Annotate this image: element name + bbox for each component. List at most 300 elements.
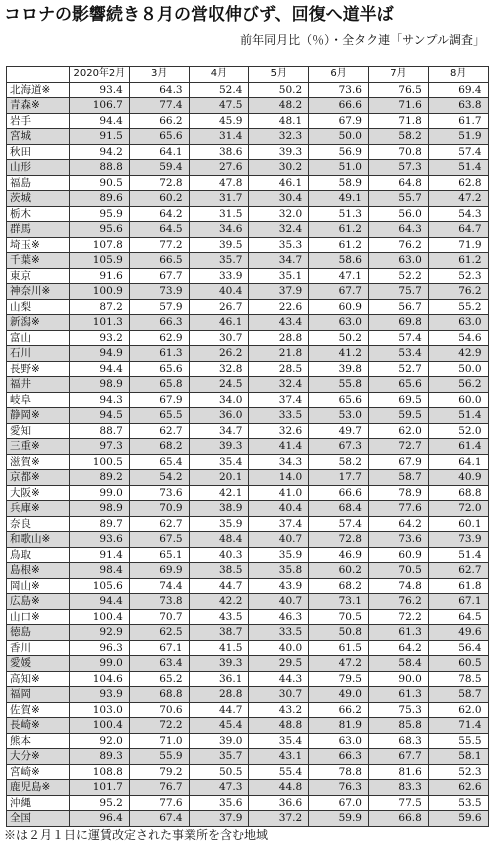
value-cell: 76.7	[129, 780, 189, 796]
table-row	[7, 439, 489, 455]
value-cell: 51.3	[309, 206, 369, 222]
value-cell: 92.9	[70, 625, 130, 641]
value-cell: 50.2	[309, 330, 369, 346]
value-cell: 28.8	[249, 330, 309, 346]
value-cell: 101.7	[70, 780, 130, 796]
value-cell: 108.8	[70, 764, 130, 780]
table-row	[7, 687, 489, 703]
value-cell: 68.3	[368, 733, 428, 749]
value-cell: 53.5	[428, 795, 488, 811]
value-cell: 68.8	[129, 687, 189, 703]
value-cell: 32.8	[189, 361, 249, 377]
prefecture-cell: 長崎※	[7, 718, 70, 734]
table-row	[7, 516, 489, 532]
value-cell: 57.9	[129, 299, 189, 315]
value-cell: 68.4	[309, 501, 369, 517]
value-cell: 62.5	[129, 625, 189, 641]
footnote: ※は２月１日に運賃改定された事業所を含む地域	[4, 828, 269, 842]
table-row	[7, 98, 489, 114]
value-cell: 36.6	[249, 795, 309, 811]
value-cell: 71.6	[368, 98, 428, 114]
prefecture-cell: 茨城	[7, 191, 70, 207]
value-cell: 56.7	[368, 299, 428, 315]
value-cell: 57.4	[368, 330, 428, 346]
table-row	[7, 330, 489, 346]
value-cell: 51.4	[428, 160, 488, 176]
value-cell: 85.8	[368, 718, 428, 734]
value-cell: 72.8	[309, 532, 369, 548]
value-cell: 89.3	[70, 749, 130, 765]
value-cell: 76.2	[428, 284, 488, 300]
table-row	[7, 702, 489, 718]
value-cell: 35.4	[249, 733, 309, 749]
value-cell: 60.9	[368, 547, 428, 563]
prefecture-cell: 沖縄	[7, 795, 70, 811]
value-cell: 56.9	[309, 144, 369, 160]
value-cell: 44.3	[249, 671, 309, 687]
value-cell: 33.5	[249, 408, 309, 424]
prefecture-cell: 大阪※	[7, 485, 70, 501]
prefecture-cell: 静岡※	[7, 408, 70, 424]
value-cell: 67.7	[368, 749, 428, 765]
value-cell: 94.4	[70, 361, 130, 377]
prefecture-cell: 栃木	[7, 206, 70, 222]
value-cell: 40.3	[189, 547, 249, 563]
value-cell: 61.3	[368, 687, 428, 703]
value-cell: 73.6	[309, 82, 369, 98]
value-cell: 59.6	[428, 811, 488, 827]
table-row	[7, 268, 489, 284]
prefecture-cell: 愛媛	[7, 656, 70, 672]
table-row	[7, 377, 489, 393]
table-row	[7, 284, 489, 300]
value-cell: 53.4	[368, 346, 428, 362]
value-cell: 33.5	[249, 625, 309, 641]
prefecture-cell: 佐賀※	[7, 702, 70, 718]
table-row	[7, 501, 489, 517]
value-cell: 26.7	[189, 299, 249, 315]
value-cell: 49.6	[428, 625, 488, 641]
prefecture-cell: 山形	[7, 160, 70, 176]
value-cell: 97.3	[70, 439, 130, 455]
value-cell: 43.1	[249, 749, 309, 765]
prefecture-cell: 広島※	[7, 594, 70, 610]
table-row	[7, 361, 489, 377]
table-row	[7, 129, 489, 145]
value-cell: 55.4	[249, 764, 309, 780]
value-cell: 96.3	[70, 640, 130, 656]
value-cell: 93.4	[70, 82, 130, 98]
value-cell: 41.4	[249, 439, 309, 455]
value-cell: 76.3	[309, 780, 369, 796]
value-cell: 104.6	[70, 671, 130, 687]
value-cell: 30.2	[249, 160, 309, 176]
table-row	[7, 206, 489, 222]
value-cell: 75.7	[368, 284, 428, 300]
value-cell: 32.4	[249, 222, 309, 238]
value-cell: 65.4	[129, 454, 189, 470]
value-cell: 75.3	[368, 702, 428, 718]
prefecture-cell: 福井	[7, 377, 70, 393]
table-row	[7, 749, 489, 765]
value-cell: 35.7	[189, 253, 249, 269]
prefecture-cell: 群馬	[7, 222, 70, 238]
value-cell: 47.8	[189, 175, 249, 191]
value-cell: 100.5	[70, 454, 130, 470]
value-cell: 40.7	[249, 594, 309, 610]
value-cell: 64.2	[129, 206, 189, 222]
value-cell: 94.2	[70, 144, 130, 160]
value-cell: 67.0	[309, 795, 369, 811]
value-cell: 46.1	[249, 175, 309, 191]
prefecture-cell: 神奈川※	[7, 284, 70, 300]
value-cell: 77.6	[368, 501, 428, 517]
value-cell: 52.0	[428, 423, 488, 439]
value-cell: 89.6	[70, 191, 130, 207]
prefecture-cell: 熊本	[7, 733, 70, 749]
value-cell: 74.4	[129, 578, 189, 594]
prefecture-cell: 宮城	[7, 129, 70, 145]
value-cell: 79.2	[129, 764, 189, 780]
value-cell: 91.4	[70, 547, 130, 563]
value-cell: 35.9	[189, 516, 249, 532]
value-cell: 58.2	[368, 129, 428, 145]
prefecture-cell: 兵庫※	[7, 501, 70, 517]
value-cell: 24.5	[189, 377, 249, 393]
table-row	[7, 470, 489, 486]
value-cell: 55.7	[368, 191, 428, 207]
prefecture-cell: 秋田	[7, 144, 70, 160]
value-cell: 95.9	[70, 206, 130, 222]
value-cell: 42.9	[428, 346, 488, 362]
value-cell: 94.3	[70, 392, 130, 408]
value-cell: 34.6	[189, 222, 249, 238]
value-cell: 48.2	[249, 98, 309, 114]
value-cell: 40.0	[249, 640, 309, 656]
value-cell: 55.9	[129, 749, 189, 765]
value-cell: 63.4	[129, 656, 189, 672]
prefecture-cell: 奈良	[7, 516, 70, 532]
value-cell: 61.2	[309, 237, 369, 253]
prefecture-cell: 岩手	[7, 113, 70, 129]
value-cell: 76.2	[368, 594, 428, 610]
value-cell: 59.4	[129, 160, 189, 176]
value-cell: 78.8	[309, 764, 369, 780]
value-cell: 52.4	[189, 82, 249, 98]
value-cell: 60.5	[428, 656, 488, 672]
value-cell: 58.7	[368, 470, 428, 486]
value-cell: 73.6	[129, 485, 189, 501]
value-cell: 66.3	[129, 315, 189, 331]
table-row	[7, 160, 489, 176]
value-cell: 35.4	[189, 454, 249, 470]
prefecture-cell: 福島	[7, 175, 70, 191]
value-cell: 89.7	[70, 516, 130, 532]
value-cell: 55.8	[309, 377, 369, 393]
value-cell: 61.3	[368, 625, 428, 641]
value-cell: 93.2	[70, 330, 130, 346]
value-cell: 38.7	[189, 625, 249, 641]
value-cell: 61.2	[309, 222, 369, 238]
value-cell: 70.9	[129, 501, 189, 517]
value-cell: 105.6	[70, 578, 130, 594]
value-cell: 58.9	[309, 175, 369, 191]
value-cell: 81.9	[309, 718, 369, 734]
table-row	[7, 578, 489, 594]
value-cell: 91.6	[70, 268, 130, 284]
value-cell: 65.2	[129, 671, 189, 687]
prefecture-cell: 宮崎※	[7, 764, 70, 780]
value-cell: 73.6	[368, 532, 428, 548]
value-cell: 41.2	[309, 346, 369, 362]
value-cell: 29.5	[249, 656, 309, 672]
value-cell: 14.0	[249, 470, 309, 486]
value-cell: 65.6	[368, 377, 428, 393]
value-cell: 62.6	[428, 780, 488, 796]
value-cell: 67.4	[129, 811, 189, 827]
value-cell: 49.7	[309, 423, 369, 439]
value-cell: 70.6	[129, 702, 189, 718]
value-cell: 71.0	[129, 733, 189, 749]
value-cell: 67.5	[129, 532, 189, 548]
value-cell: 39.3	[249, 144, 309, 160]
value-cell: 48.1	[249, 113, 309, 129]
value-cell: 40.4	[249, 501, 309, 517]
table-row	[7, 454, 489, 470]
value-cell: 69.4	[428, 82, 488, 98]
value-cell: 49.0	[309, 687, 369, 703]
value-cell: 62.7	[129, 423, 189, 439]
header-cell: 3月	[129, 67, 189, 83]
header-cell: 7月	[368, 67, 428, 83]
table-row	[7, 113, 489, 129]
value-cell: 99.0	[70, 656, 130, 672]
value-cell: 68.2	[129, 439, 189, 455]
header-cell: 4月	[189, 67, 249, 83]
prefecture-cell: 全国	[7, 811, 70, 827]
value-cell: 66.2	[309, 702, 369, 718]
value-cell: 54.3	[428, 206, 488, 222]
value-cell: 77.6	[129, 795, 189, 811]
table-row	[7, 346, 489, 362]
prefecture-cell: 千葉※	[7, 253, 70, 269]
value-cell: 65.6	[129, 361, 189, 377]
table-row	[7, 563, 489, 579]
table-header-row	[7, 67, 489, 83]
value-cell: 63.8	[428, 98, 488, 114]
value-cell: 27.6	[189, 160, 249, 176]
value-cell: 61.5	[309, 640, 369, 656]
value-cell: 65.6	[129, 129, 189, 145]
value-cell: 51.4	[428, 408, 488, 424]
table-row	[7, 82, 489, 98]
table-row	[7, 764, 489, 780]
value-cell: 62.8	[428, 175, 488, 191]
prefecture-cell: 香川	[7, 640, 70, 656]
value-cell: 95.6	[70, 222, 130, 238]
value-cell: 64.2	[368, 516, 428, 532]
value-cell: 37.2	[249, 811, 309, 827]
value-cell: 20.1	[189, 470, 249, 486]
value-cell: 58.4	[368, 656, 428, 672]
prefecture-cell: 岐阜	[7, 392, 70, 408]
value-cell: 38.9	[189, 501, 249, 517]
value-cell: 33.9	[189, 268, 249, 284]
headline: コロナの影響続き８月の営収伸びず、回復へ道半ば	[4, 5, 394, 25]
value-cell: 65.1	[129, 547, 189, 563]
value-cell: 30.7	[249, 687, 309, 703]
value-cell: 63.0	[368, 253, 428, 269]
value-cell: 73.9	[129, 284, 189, 300]
value-cell: 65.6	[309, 392, 369, 408]
value-cell: 73.9	[428, 532, 488, 548]
header-cell: 2020年2月	[70, 67, 130, 83]
value-cell: 90.0	[368, 671, 428, 687]
prefecture-cell: 長野※	[7, 361, 70, 377]
value-cell: 42.1	[189, 485, 249, 501]
prefecture-cell: 鳥取	[7, 547, 70, 563]
value-cell: 65.5	[129, 408, 189, 424]
value-cell: 46.9	[309, 547, 369, 563]
table-body	[7, 82, 489, 826]
value-cell: 54.2	[129, 470, 189, 486]
value-cell: 36.0	[189, 408, 249, 424]
value-cell: 65.8	[129, 377, 189, 393]
header-cell: 8月	[428, 67, 488, 83]
table-row	[7, 423, 489, 439]
value-cell: 90.5	[70, 175, 130, 191]
value-cell: 39.8	[309, 361, 369, 377]
value-cell: 58.6	[309, 253, 369, 269]
value-cell: 58.7	[428, 687, 488, 703]
value-cell: 106.7	[70, 98, 130, 114]
value-cell: 46.1	[189, 315, 249, 331]
value-cell: 43.4	[249, 315, 309, 331]
value-cell: 88.7	[70, 423, 130, 439]
value-cell: 58.2	[309, 454, 369, 470]
value-cell: 50.2	[249, 82, 309, 98]
value-cell: 38.5	[189, 563, 249, 579]
value-cell: 38.6	[189, 144, 249, 160]
value-cell: 77.4	[129, 98, 189, 114]
prefecture-cell: 大分※	[7, 749, 70, 765]
value-cell: 69.5	[368, 392, 428, 408]
value-cell: 61.3	[129, 346, 189, 362]
value-cell: 69.9	[129, 563, 189, 579]
value-cell: 67.7	[129, 268, 189, 284]
value-cell: 63.0	[309, 315, 369, 331]
value-cell: 32.6	[249, 423, 309, 439]
value-cell: 36.1	[189, 671, 249, 687]
value-cell: 47.5	[189, 98, 249, 114]
value-cell: 41.5	[189, 640, 249, 656]
value-cell: 68.8	[428, 485, 488, 501]
value-cell: 31.7	[189, 191, 249, 207]
value-cell: 60.2	[129, 191, 189, 207]
value-cell: 39.3	[189, 439, 249, 455]
prefecture-cell: 青森※	[7, 98, 70, 114]
value-cell: 105.9	[70, 253, 130, 269]
value-cell: 44.7	[189, 578, 249, 594]
table-row	[7, 315, 489, 331]
value-cell: 64.2	[368, 640, 428, 656]
value-cell: 32.3	[249, 129, 309, 145]
value-cell: 62.9	[129, 330, 189, 346]
value-cell: 34.0	[189, 392, 249, 408]
value-cell: 100.4	[70, 609, 130, 625]
value-cell: 93.9	[70, 687, 130, 703]
table-row	[7, 640, 489, 656]
value-cell: 70.5	[368, 563, 428, 579]
value-cell: 77.2	[129, 237, 189, 253]
table-row	[7, 594, 489, 610]
value-cell: 70.7	[129, 609, 189, 625]
table-row	[7, 609, 489, 625]
table-row	[7, 485, 489, 501]
value-cell: 100.4	[70, 718, 130, 734]
value-cell: 62.7	[129, 516, 189, 532]
value-cell: 50.0	[428, 361, 488, 377]
value-cell: 61.4	[428, 439, 488, 455]
value-cell: 87.2	[70, 299, 130, 315]
value-cell: 61.2	[428, 253, 488, 269]
value-cell: 67.9	[129, 392, 189, 408]
value-cell: 66.3	[309, 749, 369, 765]
value-cell: 60.9	[309, 299, 369, 315]
value-cell: 39.5	[189, 237, 249, 253]
value-cell: 40.9	[428, 470, 488, 486]
table-row	[7, 671, 489, 687]
prefecture-cell: 東京	[7, 268, 70, 284]
value-cell: 55.2	[428, 299, 488, 315]
value-cell: 59.9	[309, 811, 369, 827]
table-row	[7, 656, 489, 672]
value-cell: 100.9	[70, 284, 130, 300]
prefecture-cell: 徳島	[7, 625, 70, 641]
value-cell: 62.0	[368, 423, 428, 439]
value-cell: 61.8	[428, 578, 488, 594]
prefecture-cell: 愛知	[7, 423, 70, 439]
value-cell: 64.3	[129, 82, 189, 98]
value-cell: 34.7	[189, 423, 249, 439]
value-cell: 35.1	[249, 268, 309, 284]
prefecture-cell: 山口※	[7, 609, 70, 625]
value-cell: 66.5	[129, 253, 189, 269]
value-cell: 58.1	[428, 749, 488, 765]
value-cell: 89.2	[70, 470, 130, 486]
value-cell: 79.5	[309, 671, 369, 687]
value-cell: 92.0	[70, 733, 130, 749]
table-row	[7, 547, 489, 563]
value-cell: 83.3	[368, 780, 428, 796]
value-cell: 22.6	[249, 299, 309, 315]
value-cell: 76.5	[368, 82, 428, 98]
value-cell: 66.6	[309, 485, 369, 501]
table-row	[7, 780, 489, 796]
value-cell: 45.4	[189, 718, 249, 734]
value-cell: 21.8	[249, 346, 309, 362]
value-cell: 73.1	[309, 594, 369, 610]
value-cell: 101.3	[70, 315, 130, 331]
value-cell: 71.4	[428, 718, 488, 734]
value-cell: 39.3	[189, 656, 249, 672]
prefecture-cell: 三重※	[7, 439, 70, 455]
value-cell: 31.4	[189, 129, 249, 145]
prefecture-cell: 島根※	[7, 563, 70, 579]
value-cell: 64.3	[368, 222, 428, 238]
value-cell: 71.8	[368, 113, 428, 129]
value-cell: 34.3	[249, 454, 309, 470]
